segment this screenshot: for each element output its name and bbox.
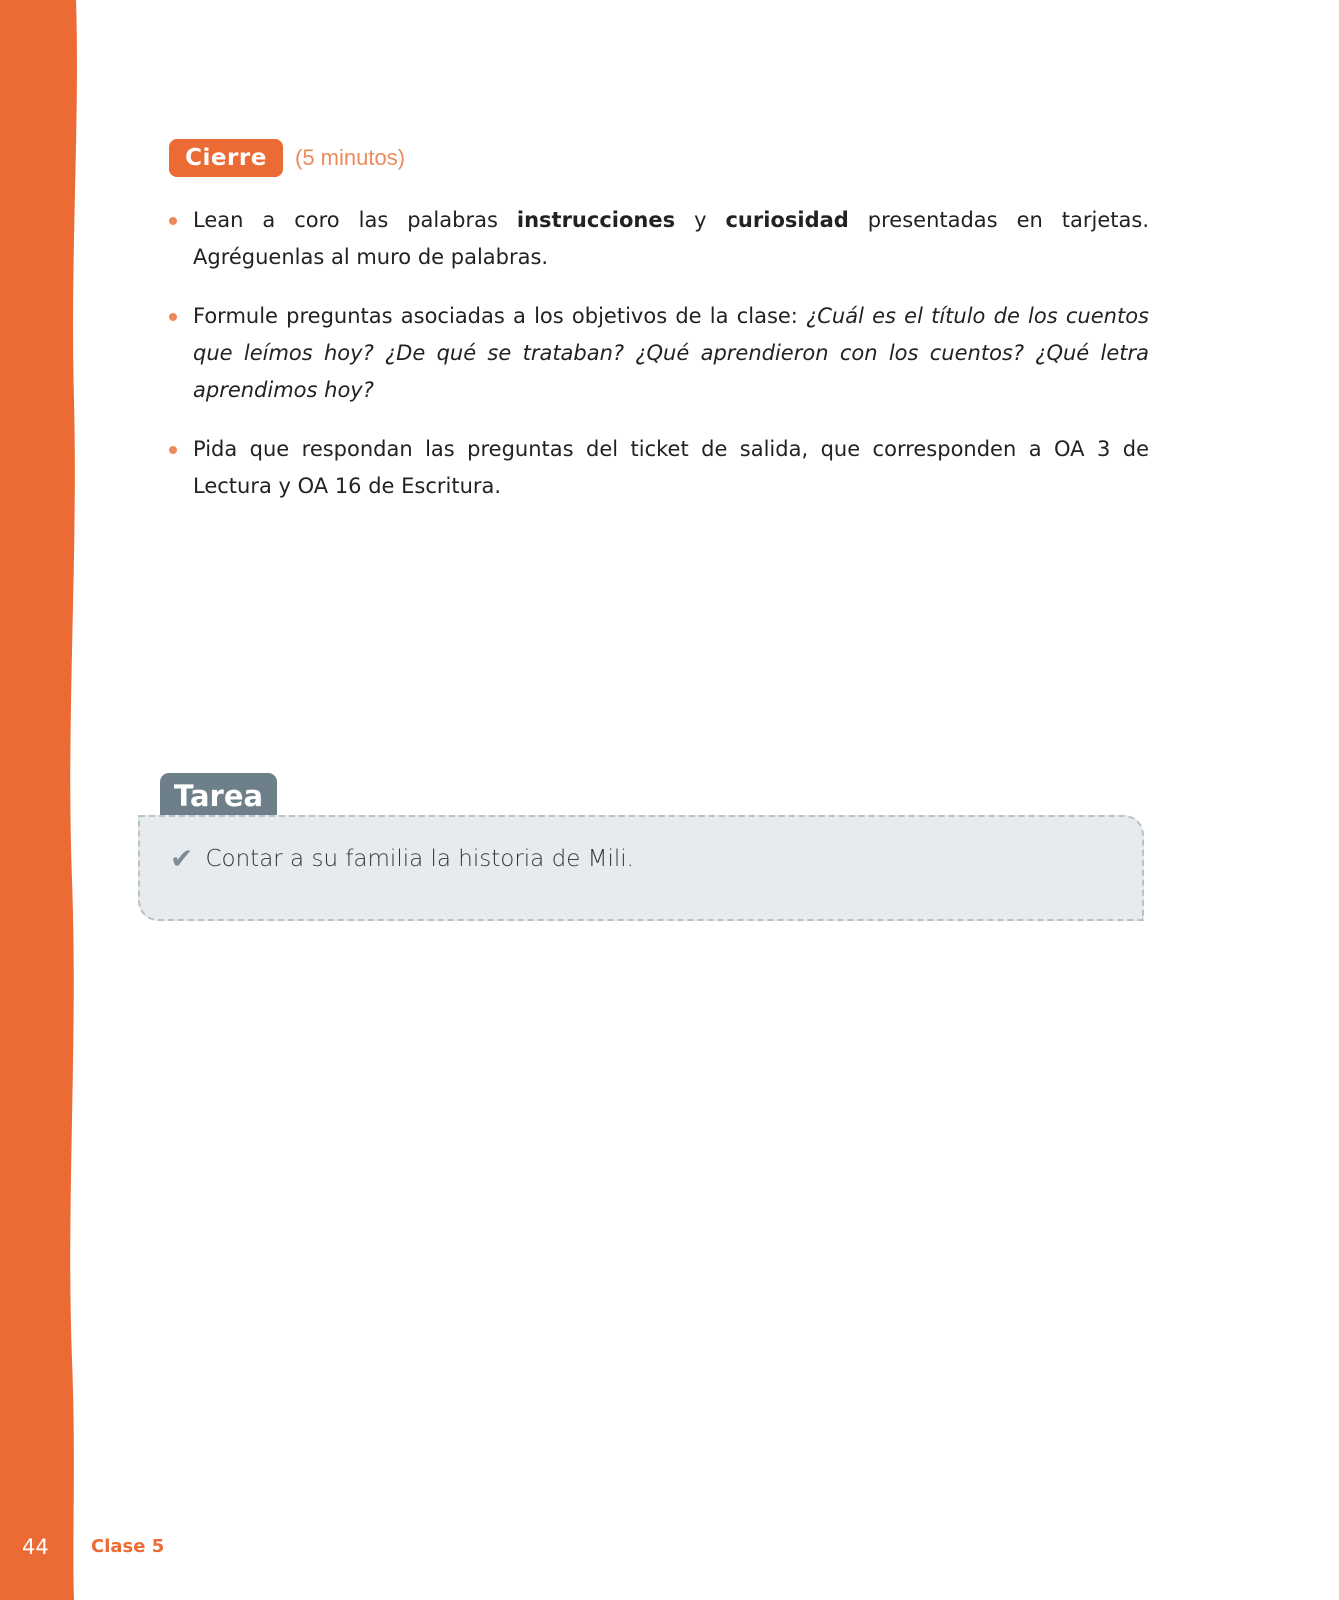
- text: Formule preguntas asociadas a los objetivos de la clase:: [193, 304, 807, 328]
- bullet-icon: [169, 313, 177, 321]
- section-badge: Cierre: [169, 139, 283, 177]
- text: Lean a coro las palabras: [193, 208, 517, 232]
- tarea-tab: Tarea: [160, 773, 277, 818]
- tarea-text: Contar a su familia la historia de Mili.: [205, 846, 634, 872]
- page-number: 44: [22, 1535, 49, 1559]
- list-item: [169, 298, 1149, 409]
- questions: ¿Cuál es el título de los cuentos que leímos hoy? ¿De qué se trataban? ¿Qué aprendieron con los cuentos? ¿Qué letra aprendimos hoy?: [193, 304, 1149, 402]
- section-header: [169, 139, 405, 177]
- text: y: [675, 208, 726, 232]
- text: Pida que respondan las preguntas del ticket de salida, que corresponden a OA 3 de Lectura y OA 16 de Escritura.: [193, 437, 1149, 498]
- text: presentadas en tarjetas. Agréguenlas al muro de palabras.: [193, 208, 1149, 269]
- tarea-item: [170, 842, 634, 875]
- side-band: [0, 0, 90, 1600]
- keyword: curiosidad: [725, 208, 849, 232]
- list-item: [169, 431, 1149, 505]
- list-item: [169, 202, 1149, 276]
- section-duration: (5 minutos): [295, 145, 406, 170]
- check-icon: ✔: [170, 842, 194, 875]
- tarea-box: [138, 815, 1144, 921]
- page-section: Clase 5: [91, 1536, 165, 1557]
- bullet-list: [169, 202, 1149, 527]
- bullet-icon: [169, 217, 177, 225]
- bullet-icon: [169, 446, 177, 454]
- keyword: instrucciones: [516, 208, 676, 232]
